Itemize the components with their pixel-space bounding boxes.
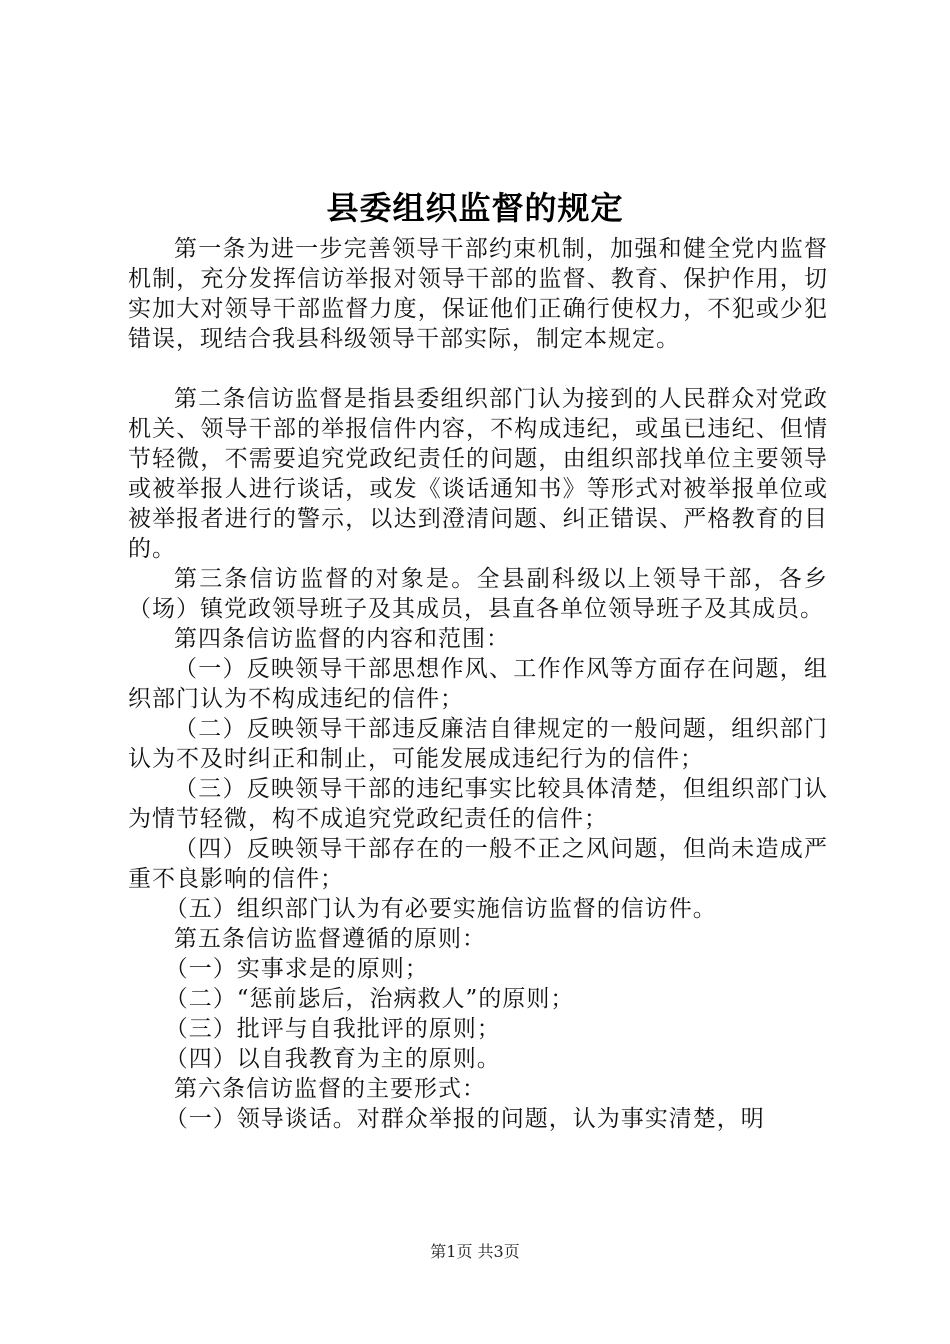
- article-6-heading: 第六条信访监督的主要形式：: [174, 1076, 486, 1102]
- document-title: 县委组织监督的规定: [326, 189, 624, 227]
- article-4-item-3: （三）反映领导干部的违纪事实比较具体清楚，但组织部门认为情节轻微，构不成追究党政纪责任的信件；: [128, 776, 828, 832]
- article-2: 第二条信访监督是指县委组织部门认为接到的人民群众对党政机关、领导干部的举报信件内容，不构成违纪，或虽已违纪、但情节轻微，不需要追究党政纪责任的问题，由组织部找单位主要领导或被举报人进行谈话，或发《谈话通知书》等形式对被举报单位或被举报者进行的警示，以达到澄清问题、纠正错误、严格教育的目的。: [128, 386, 828, 562]
- article-5-item-3: （三）批评与自我批评的原则；: [164, 1016, 501, 1042]
- article-5-item-2: （二）“惩前毖后，治病救人”的原则；: [164, 986, 575, 1012]
- article-4-item-2: （二）反映领导干部违反廉洁自律规定的一般问题，组织部门认为不及时纠正和制止，可能发展成违纪行为的信件；: [128, 716, 828, 772]
- page-number: 第1页 共3页: [430, 1242, 520, 1261]
- article-5-item-1: （一）实事求是的原则；: [164, 956, 429, 982]
- document-body: [128, 234, 828, 1134]
- article-4-item-4: （四）反映领导干部存在的一般不正之风问题，但尚未造成严重不良影响的信件；: [128, 836, 828, 892]
- article-6-item-1: （一）领导谈话。对群众举报的问题，认为事实清楚，明: [164, 1106, 765, 1132]
- article-4-item-1: （一）反映领导干部思想作风、工作作风等方面存在问题，组织部门认为不构成违纪的信件；: [128, 656, 828, 712]
- article-4-heading: 第四条信访监督的内容和范围：: [174, 626, 510, 652]
- article-5-item-4: （四）以自我教育为主的原则。: [164, 1046, 501, 1072]
- article-4-item-5: （五）组织部门认为有必要实施信访监督的信访件。: [164, 896, 717, 922]
- paragraph-spacer: [128, 354, 828, 384]
- article-5-heading: 第五条信访监督遵循的原则：: [174, 926, 486, 952]
- article-3: 第三条信访监督的对象是。全县副科级以上领导干部，各乡（场）镇党政领导班子及其成员，县直各单位领导班子及其成员。: [128, 566, 828, 622]
- article-1: 第一条为进一步完善领导干部约束机制，加强和健全党内监督机制，充分发挥信访举报对领导干部的监督、教育、保护作用，切实加大对领导干部监督力度，保证他们正确行使权力，不犯或少犯错误，现结合我县科级领导干部实际，制定本规定。: [128, 236, 828, 352]
